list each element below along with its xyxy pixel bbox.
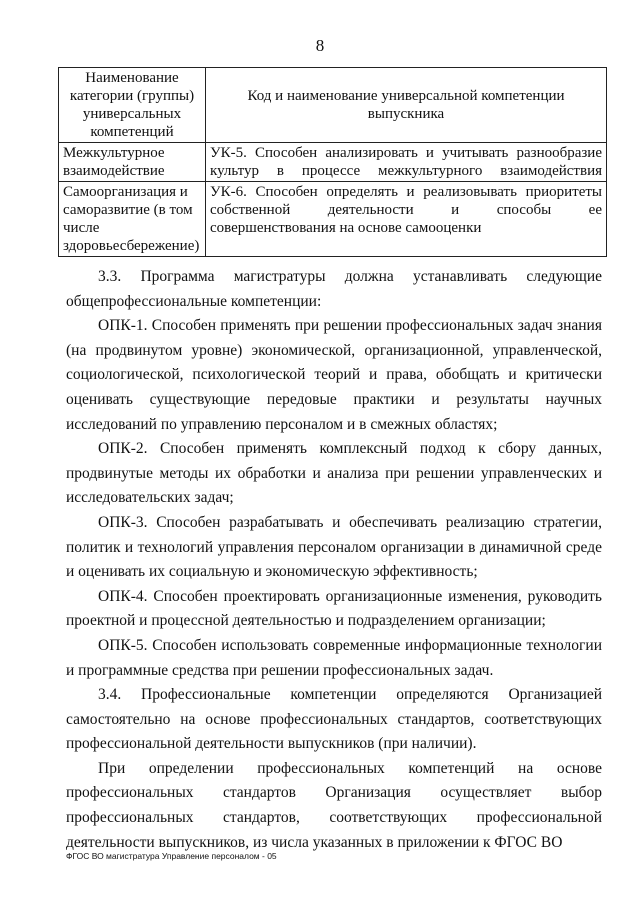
competence-table <box>58 67 607 257</box>
table-cell-competence <box>206 182 607 257</box>
table-cell-competence: УК-5. Способен анализировать и учитывать разнообразие культур в процессе межкультурного взаимодействия <box>206 143 607 182</box>
table-cell-category: Межкультурное взаимодействие <box>59 143 206 182</box>
paragraph: ОПК-3. Способен разрабатывать и обеспечивать реализацию стратегии, политик и технологий управления персоналом организации в динамичной среде и оценивать их социальную и экономическую эффективность; <box>66 513 602 581</box>
paragraph: ОПК-1. Способен применять при решении профессиональных задач знания (на продвинутом уровне) экономической, организационной, управленческой, социологической, психологической теорий и права, обобщать и критически оценивать существующие передовые практики и результаты научных исследований по управлению персоналом и в смежных областях; <box>66 317 602 433</box>
table-row <box>59 182 607 257</box>
paragraph: ОПК-2. Способен применять комплексный подход к сбору данных, продвинутые методы их обработки и анализа при решении управленческих и исследовательских задач; <box>66 440 602 507</box>
paragraph: При определении профессиональных компетенций на основе профессиональных стандартов Организация осуществляет выбор профессиональных стандартов, соответствующих профессиональной деятельности выпускников, из числа указанных в приложении к ФГОС ВО <box>66 759 602 851</box>
competence-text: УК-6. Способен определять и реализовывать приоритеты собственной деятельности и способы ее <box>210 184 602 218</box>
paragraph: ОПК-4. Способен проектировать организационные изменения, руководить проектной и процессной деятельностью и подразделением организации; <box>66 587 602 630</box>
table-cell-category: Самоорганизация и саморазвитие (в том числе здоровьесбережение) <box>59 182 206 257</box>
table-header-competence: Код и наименование универсальной компетенции выпускника <box>206 68 607 143</box>
competence-text-last-line: совершенствования на основе самооценки <box>210 220 482 236</box>
page-number: 8 <box>315 36 325 55</box>
footer-note: ФГОС ВО магистратура Управление персоналом - 05 <box>66 851 277 861</box>
table-header-row <box>59 68 607 143</box>
table-row <box>59 143 607 182</box>
paragraph: 3.3. Программа магистратуры должна устанавливать следующие общепрофессиональные компетенции: <box>66 268 602 310</box>
paragraph: ОПК-5. Способен использовать современные информационные технологии и программные средства при решении профессиональных задач. <box>66 636 602 679</box>
paragraph: 3.4. Профессиональные компетенции определяются Организацией самостоятельно на основе профессиональных стандартов, соответствующих профессиональной деятельности выпускников (при наличии). <box>66 686 602 753</box>
body-text <box>66 265 602 855</box>
table-header-category: Наименование категории (группы) универсальных компетенций <box>59 68 206 143</box>
